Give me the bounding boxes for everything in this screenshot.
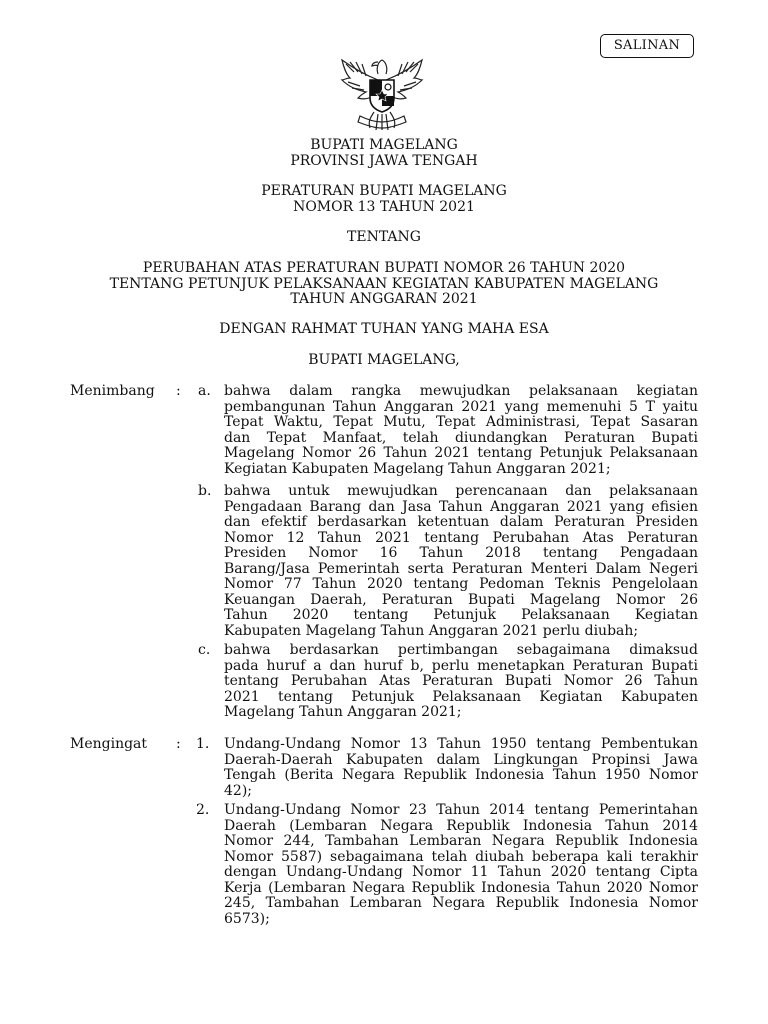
text-line: Undang-Undang Nomor 23 Tahun 2014 tentang Pemerintahan xyxy=(224,802,698,818)
text-line: Daerah (Lembaran Negara Republik Indonesia Tahun 2014 xyxy=(224,817,698,834)
menimbang-item-b xyxy=(224,484,698,639)
text-line: dan Tepat Manfaat, telah diundangkan Peraturan Bupati xyxy=(224,429,698,446)
garuda-emblem-icon xyxy=(334,50,430,132)
text-line: Tahun 2020 tentang Petunjuk Pelaksanaan Kegiatan xyxy=(224,607,698,623)
text-line: 2021 tentang Petunjuk Pelaksanaan Kegiatan Kabupaten xyxy=(224,688,698,705)
regulation-line: PERATURAN BUPATI MAGELANG xyxy=(261,183,507,199)
text-line: Barang/Jasa Pemerintah serta Peraturan Menteri Dalam Negeri xyxy=(224,560,698,577)
text-line: pembangunan Tahun Anggaran 2021 yang memenuhi 5 T yaitu xyxy=(224,398,698,415)
invocation xyxy=(0,322,768,338)
issuer-line: BUPATI MAGELANG xyxy=(310,137,458,153)
text-line: pada huruf a dan huruf b, perlu menetapkan Peraturan Bupati xyxy=(224,657,698,674)
official-text: BUPATI MAGELANG, xyxy=(308,352,460,368)
text-line: Undang-Undang Nomor 13 Tahun 1950 tentang Pembentukan xyxy=(224,736,698,752)
salinan-stamp: SALINAN xyxy=(600,34,694,58)
mengingat-item-2 xyxy=(224,803,698,927)
text-line: 245, Tambahan Lembaran Negara Republik Indonesia Nomor xyxy=(224,895,698,911)
text-line: Keuangan Daerah, Peraturan Bupati Magelang Nomor 26 xyxy=(224,591,698,608)
mengingat-label: Mengingat xyxy=(70,736,148,752)
regulation-line: NOMOR 13 TAHUN 2021 xyxy=(293,198,475,215)
official-title xyxy=(0,353,768,369)
text-line: Kegiatan Kabupaten Magelang Tahun Anggaran 2021; xyxy=(224,460,611,477)
issuer-line: PROVINSI JAWA TENGAH xyxy=(290,152,478,169)
issuer-header xyxy=(0,138,768,169)
text-line: dengan Undang-Undang Nomor 11 Tahun 2020 tentang Cipta xyxy=(224,864,698,880)
mengingat-item-1 xyxy=(224,737,698,799)
menimbang-item-c xyxy=(224,643,698,721)
text-line: dan efektif berdasarkan ketentuan dalam Peraturan Presiden xyxy=(224,514,698,530)
text-line: 42); xyxy=(224,782,252,799)
about-heading xyxy=(0,230,768,246)
about-text: TENTANG xyxy=(347,229,421,245)
text-line: bahwa dalam rangka mewujudkan pelaksanaan kegiatan xyxy=(224,383,698,399)
text-line: Daerah-Daerah Kabupaten dalam Lingkungan Propinsi Jawa xyxy=(224,751,698,768)
item-marker: b. xyxy=(198,483,212,499)
item-marker: 1. xyxy=(196,736,210,752)
menimbang-colon: : xyxy=(176,383,181,399)
invocation-text: DENGAN RAHMAT TUHAN YANG MAHA ESA xyxy=(219,321,549,337)
text-line: tentang Perubahan Atas Peraturan Bupati Nomor 26 Tahun xyxy=(224,673,698,689)
text-line: bahwa untuk mewujudkan perencanaan dan pelaksanaan xyxy=(224,483,698,499)
text-line: 6573); xyxy=(224,910,270,927)
mengingat-colon: : xyxy=(176,736,181,752)
text-line: bahwa berdasarkan pertimbangan sebagaimana dimaksud xyxy=(224,642,698,658)
text-line: Magelang Nomor 26 Tahun 2021 tentang Petunjuk Pelaksanaan xyxy=(224,445,698,461)
item-marker: 2. xyxy=(196,802,210,818)
text-line: Tengah (Berita Negara Republik Indonesia Tahun 1950 Nomor xyxy=(224,767,698,783)
subject-title xyxy=(0,261,768,308)
text-line: Kerja (Lembaran Negara Republik Indonesia Tahun 2020 Nomor xyxy=(224,879,698,896)
text-line: Nomor 77 Tahun 2020 tentang Pedoman Teknis Pengelolaan xyxy=(224,576,698,592)
text-line: Pengadaan Barang dan Jasa Tahun Anggaran 2021 yang efisien xyxy=(224,498,698,515)
regulation-title xyxy=(0,184,768,215)
text-line: Presiden Nomor 16 Tahun 2018 tentang Pengadaan xyxy=(224,545,698,561)
item-marker: a. xyxy=(198,383,211,399)
text-line: Tepat Waktu, Tepat Mutu, Tepat Administrasi, Tepat Sasaran xyxy=(224,414,698,430)
text-line: Nomor 244, Tambahan Lembaran Negara Republik Indonesia xyxy=(224,833,698,849)
subject-line: TENTANG PETUNJUK PELAKSANAAN KEGIATAN KABUPATEN MAGELANG xyxy=(109,275,659,292)
item-marker: c. xyxy=(198,642,211,658)
subject-line: PERUBAHAN ATAS PERATURAN BUPATI NOMOR 26 TAHUN 2020 xyxy=(142,260,626,276)
text-line: Magelang Tahun Anggaran 2021; xyxy=(224,704,462,720)
menimbang-label: Menimbang xyxy=(70,383,155,399)
text-line: Nomor 12 Tahun 2021 tentang Perubahan Atas Peraturan xyxy=(224,529,698,546)
text-line: Kabupaten Magelang Tahun Anggaran 2021 perlu diubah; xyxy=(224,622,639,639)
menimbang-item-a xyxy=(224,384,698,477)
text-line: Nomor 5587) sebagaimana telah diubah beberapa kali terakhir xyxy=(224,848,698,865)
subject-line: TAHUN ANGGARAN 2021 xyxy=(290,291,478,307)
